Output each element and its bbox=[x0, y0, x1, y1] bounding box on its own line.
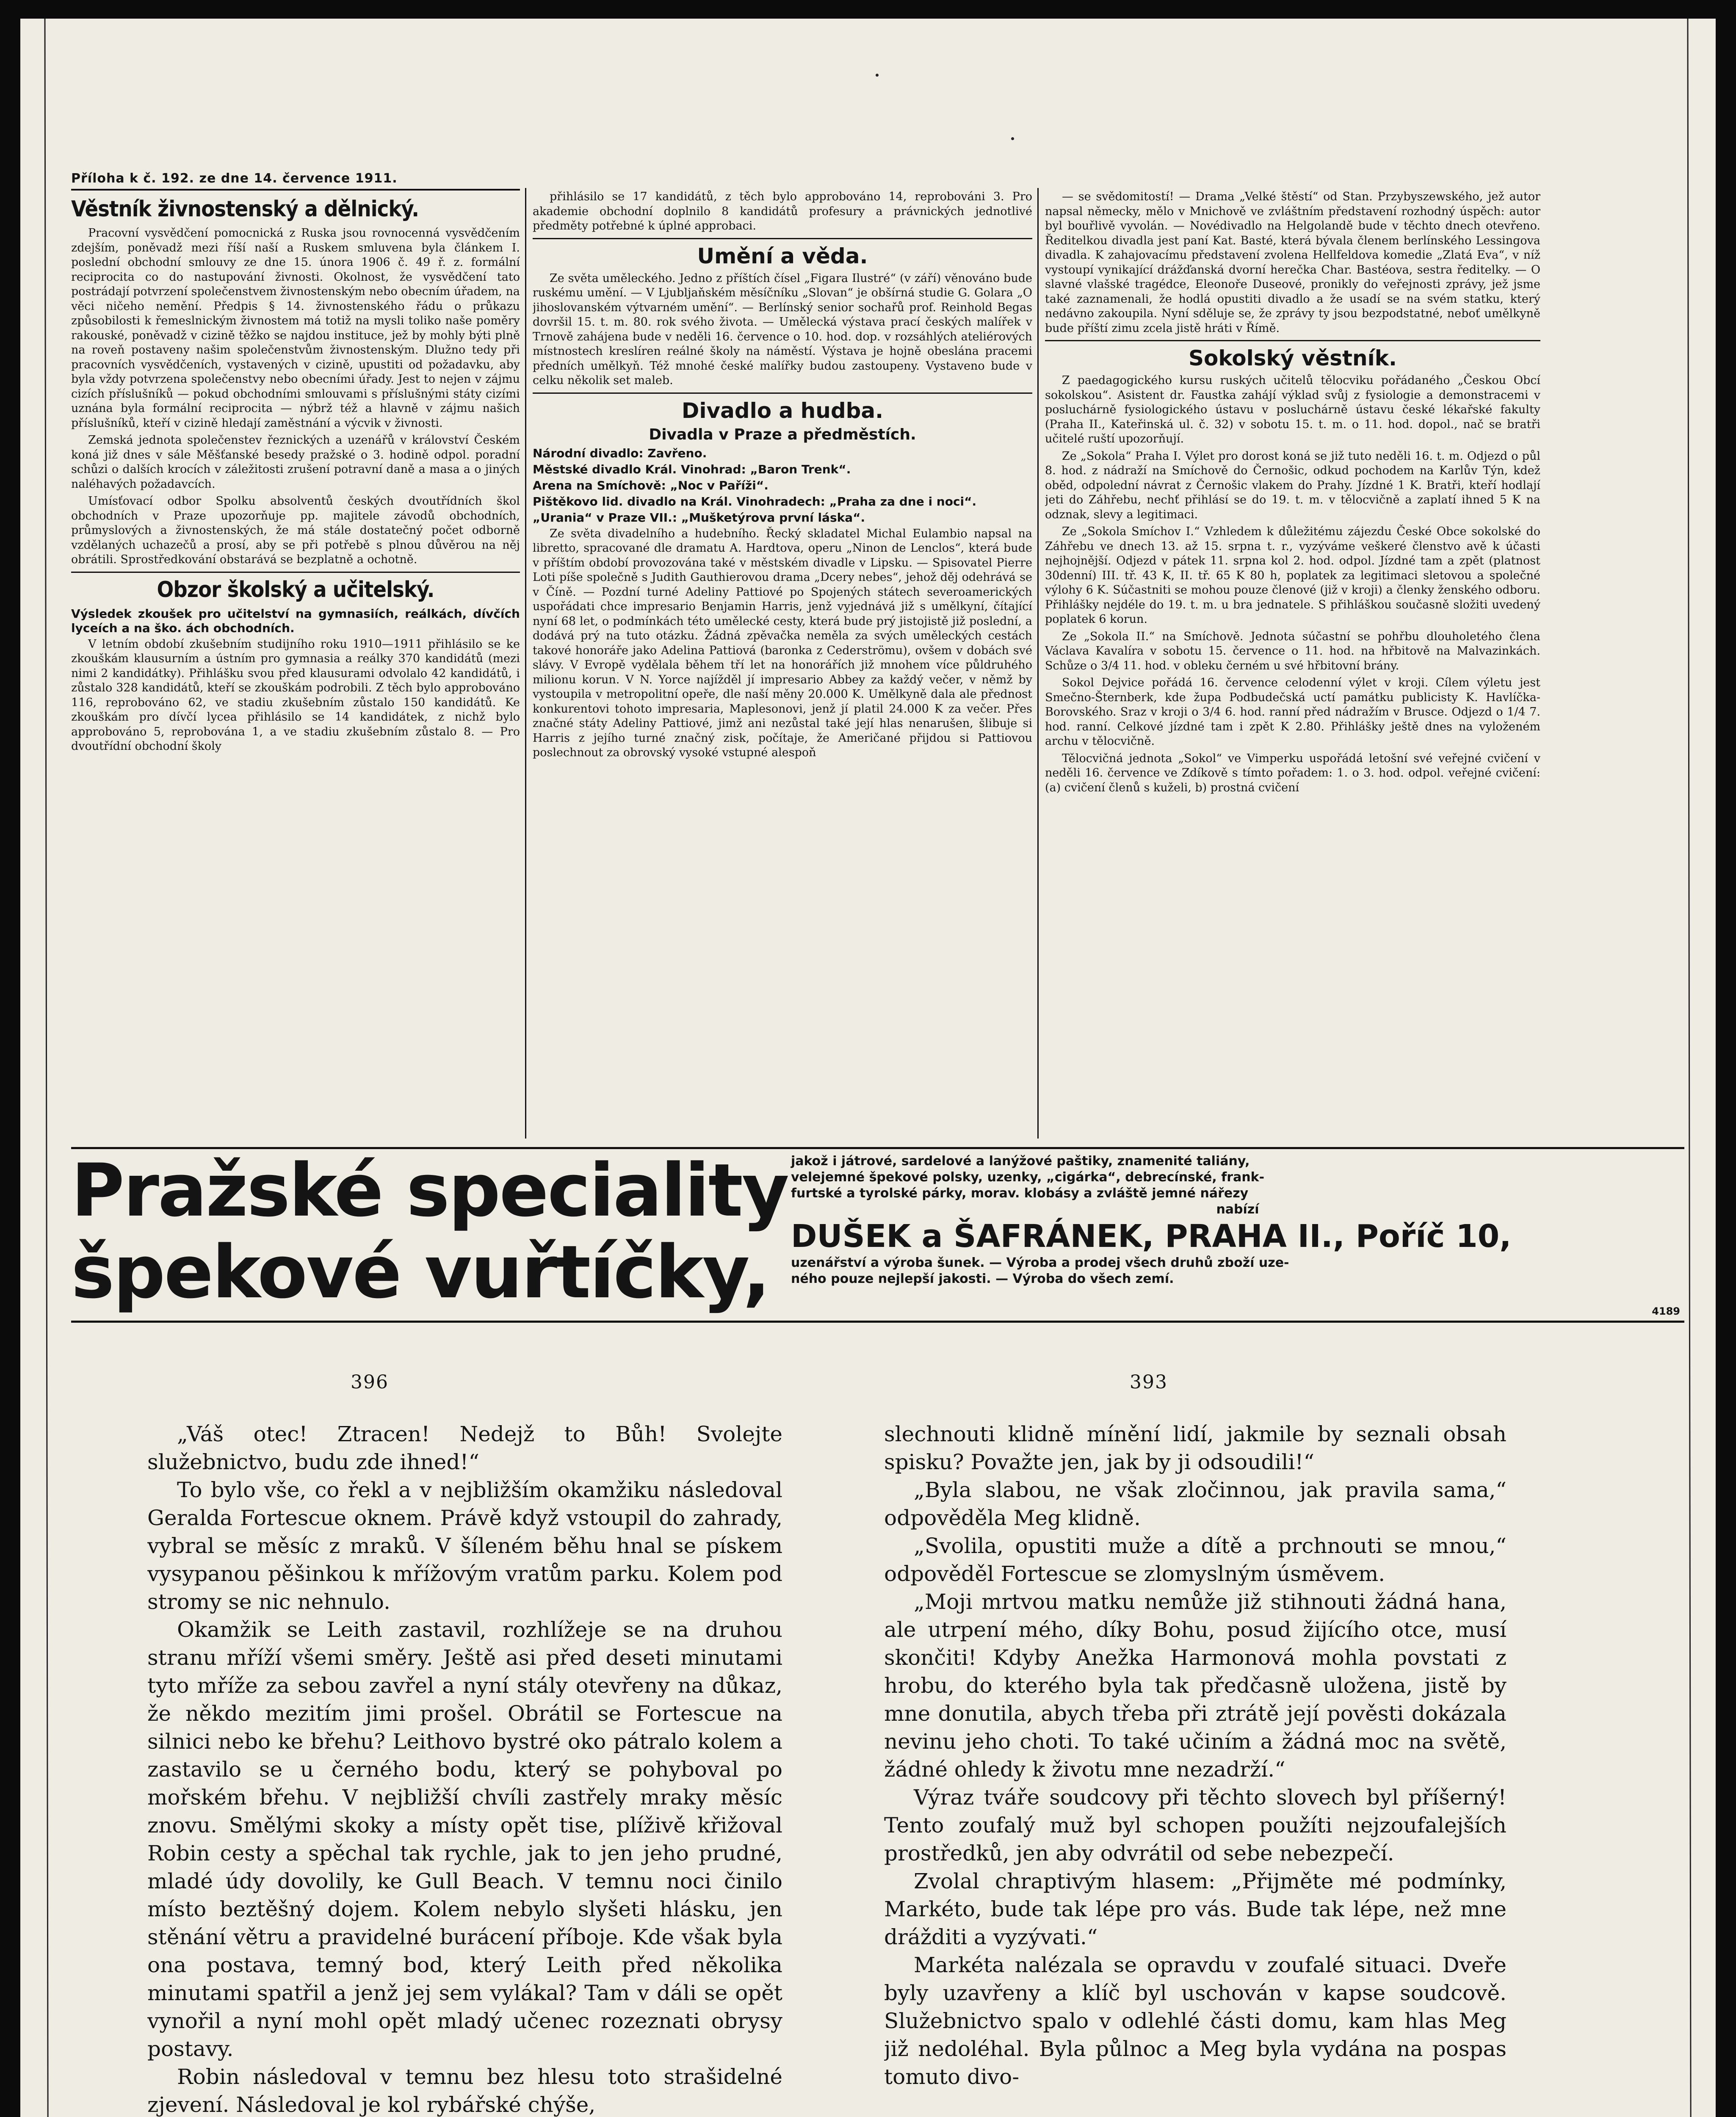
paragraph: Z paedagogického kursu ruských učitelů tělocviku pořádaného „Českou Obcí sokolskou“. Asistent dr. Faustka zahájí výklad svůj z fysiologie a demonstracemi v posluchárně fysiologického ústavu v posluchárně ústavu české lékařské fakulty (Praha II., Kateřinská ul. č. 32) v sobotu 15. t. m. o 11. hod. dopol., nač se bratři učitelé ruští upozorňují. bbox=[1045, 374, 1540, 445]
section-title: Sokolský věstník. bbox=[1189, 346, 1397, 370]
newspaper-column-3 bbox=[1045, 190, 1540, 1136]
ad-text: furtské a tyrolské párky, morav. klobásy a zvláště jemné nářezy bbox=[791, 1186, 1249, 1201]
subheading: Divadla v Praze a předměstích. bbox=[649, 426, 916, 443]
speck bbox=[1011, 137, 1014, 140]
paragraph: „Moji mrtvou matku nemůže již stihnouti žádná hana, ale utrpení mého, díky Bohu, posud žijícího otce, musí skončiti! Kdyby Anežka Harmonová mohla povstati z hrobu, do kterého byla tak předčasně uložena, jistě by mne donutila, abych třeba při ztrátě její pověsti dokázala nevinu jeho choti. To také učiním a žádná moc na světě, žádné ohledy k životu mne nezadrží.“ bbox=[884, 1589, 1507, 1782]
paragraph: Okamžik se Leith zastavil, rozhlížeje se na druhou stranu mříží všemi směry. Ještě asi před deseti minutami tyto mříže za sebou zavřel a nyní stály otevřeny na důkaz, že někdo mezitím jimi prošel. Obrátil se Fortescue na silnici nebo ke břehu? Leithovo bystré oko pátralo kolem a zastavilo se u černého bodu, který se pohyboval po mořském břehu. V nejbližší chvíli zastřely mraky měsíc znovu. Smělými skoky a místy opět tise, plíživě křižoval Robin cesty a spěchal tak rychle, jak to jen jeho prudné, mladé údy dovolily, ke Gull Beach. V temnu noci činilo místo beztěšný dojem. Kolem nebylo slyšeti hlásku, jen stěnání větru a pravidelné burácení příboje. Kde však byla ona postava, temný bod, který Leith před několika minutami spatřil a jenž jej sem vylákal? Tam v dáli se opět vynořil a nyní mohl opět mladý učenec rozeznati obrysy postavy. bbox=[147, 1617, 782, 2061]
ad-text: ného pouze nejlepší jakosti. — Výroba do všech zemí. bbox=[791, 1271, 1174, 1286]
theatre-listing: Arena na Smíchově: „Noc v Paříži“. bbox=[533, 478, 768, 492]
section-divider bbox=[1045, 340, 1540, 341]
newspaper-column-1 bbox=[71, 196, 520, 1143]
paragraph: slechnouti klidně mínění lidí, jakmile by seznali obsah spisku? Považte jen, jak by ji odsoudili!“ bbox=[884, 1422, 1507, 1474]
newspaper-header: Příloha k č. 192. ze dne 14. července 1911. bbox=[71, 171, 398, 186]
paragraph: Sokol Dejvice pořádá 16. července celodenní výlet v kroji. Cílem výletu jest Smečno-Šternberk, kde župa Podbudečská uctí památku publicisty K. Havlíčka-Borovského. Sraz v kroji o 3/4 6. hod. ranní před nádražím v Brusce. Odjezd o 1/4 7. hod. ranní. Celkové jízdné tam i zpět K 2.80. Přihlášky ještě dnes na vyloženém archu v tělocvičně. bbox=[1045, 676, 1540, 748]
paragraph: Ze světa divadelního a hudebního. Řecký skladatel Michal Eulambio napsal na libretto, spracované dle dramatu A. Hardtova, operu „Ninon de Lenclos“, která bude v příštím období provozována také v městském divadle v Lipsku. — Spisovatel Pierre Loti píše společně s Judith Gauthierovou drama „Dcery nebes“, jehož děj odehrává se v Číně. — Pozdní turné Adeliny Pattiové po Spojených státech severoamerických uspořádati chce impresario Benjamin Harris, jenž vyjednává již s umělkyní, čítající nyní 68 let, o podmínkách této umělecké cesty, která bude prý jistojistě již poslední, a dodává prý na tuto otázku. Žádná zpěvačka neměla za svých uměleckých cestách takové honoráře jako Adelina Pattiová (baronka z Cederströmu), ovšem v dobách své slávy. V Evropě vydělala během tří let na honorářích již mnohem více půldruhého milionu korun. V N. Yorce najížděl jí impresario Abbey za každý večer, v němž by vystoupila v metropolitní opeře, dle naší měny 20.000 K. Umělkyně dala ale přednost konkurentovi tohoto impresaria, Maplesonovi, jenž jí platil 24.000 K za večer. Přes značné státy Adeliny Pattiové, jimž ani nezůstal také její hlas nenarušen, šlibuje si Harris z jejího turné značný zisk, počítaje, že Američané přijdou si Pattiovou poslechnout za obrovský vysoké vstupné alespoň bbox=[533, 527, 1032, 759]
ad-company: DUŠEK a ŠAFRÁNEK, PRAHA II., Poříč 10, bbox=[791, 1218, 1512, 1255]
column-rule bbox=[1037, 188, 1039, 1139]
theatre-listing: Městské divadlo Král. Vinohrad: „Baron Trenk“. bbox=[533, 462, 851, 476]
section-divider bbox=[71, 572, 520, 573]
section-divider bbox=[533, 392, 1032, 394]
paragraph: Ze „Sokola Smíchov I.“ Vzhledem k důležitému zájezdu České Obce sokolské do Záhřebu ve dnech 13. až 15. srpna t. r., vyzýváme veškeré členstvo avě k účasti nejhojnější. Odjezd v pátek 11. srpna kol 2. hod. odpol. Jízdné tam a zpět (platnost 30denní) III. tř. 43 K, II. tř. 65 K 80 h, poplatek za legitimaci sletovou a společné výlohy 6 K. Súčastniti se mohou pouze členové (již v kroji) a členky ženského odboru. Přihlášky nejdéle do 19. t. m. u bra jednatele. S přihláškou současně složiti uvedený poplatek 6 korun. bbox=[1045, 525, 1540, 626]
paragraph: V letním období zkušebním studijního roku 1910—1911 přihlásilo se ke zkouškám klausurním a ústním pro gymnasia a reálky 370 kandidátů (mezi nimi 2 kandidátky). Přihlášku svou před klausurami odvolalo 42 kandidátů, i zůstalo 328 kandidátů, kteří se zkouškám podrobili. Z těch bylo approbováno 116, reprobováno 62, ve stadiu zkušebním zůstalo 150 kandidátů. Ke zkouškám pro dívčí lycea přihlásilo se 14 kandidátek, z nichž bylo approbováno 5, reprobována 1, a ve stadiu zkušebním zůstalo 8. — Pro dvoutřídní obchodní školy bbox=[71, 637, 520, 753]
paragraph: Pracovní vysvědčení pomocnická z Ruska jsou rovnocenná vysvědčením zdejším, poněvadž mezi říší naší a Ruskem smluvena byla článkem I. poslední obchodní smlouvy ze dne 15. února 1906 č. 49 ř. z. formální reciprocita co do nastupování živnosti. Okolnost, že vysvědčení tato postrádají potvrzení společenstvem živnostenským nebo obecním úřadem, na věci ničeho nemění. Předpis § 14. živnostenského řádu o průkazu způsobilosti k řemeslnickým živnostem má totiž na mysli toliko naše poměry rakouské, poněvadž v cizině těžko se najdou instituce, jež by mohly býti plně na roveň postaveny našim společenstvům živnostenským. Dlužno tedy při pracovních vysvědčeních, vystavených v cizině, upustiti od požadavku, aby byla vždy potvrzena společenstvy nebo obecními úřady. Jest to nejen v zájmu cizích příslušníků — pokud obchodními smlouvami s příslušnými státy cizími uznána byla formální reciprocita — nýbrž též a hlavně v zájmu našich příslušníků, kteří v cizině hledají zaměstnání a výcvik v živnosti. bbox=[71, 227, 520, 430]
paragraph: „Svolila, opustiti muže a dítě a prchnouti se mnou,“ odpověděl Fortescue se zlomyslným úsměvem. bbox=[884, 1534, 1507, 1586]
ad-headline: špekové vuřtíčky, bbox=[71, 1230, 769, 1315]
paragraph: — se svědomitostí! — Drama „Velké štěstí“ od Stan. Przybyszewského, jež autor napsal německy, mělo v Mnichově ve zvláštním představení rozhodný úspěch: autor byl bouřlivě vyvolán. — Novédivadlo na Helgolandě bude v těchto dnech otevřeno. Ředitelkou divadla jest paní Kat. Basté, která bývala členem berlínského Lessingova divadla. K zahajovacímu představení zvolena Hellfeldova komedie „Zlatá Eva“, v níž vystoupí vynikající drážďanská dvorní herečka Char. Bastéova, sestra ředitelky. — O slavné vlašské tragédce, Eleonoře Duseové, pronikly do veřejnosti zprávy, jež jsme také zaznamenali, že hodlá opustiti divadlo a že usadí se na svém statku, který nedávno zakoupila. Nyní sděluje se, že zprávy ty jsou bezpodstatné, neboť umělkyně bude příští zimu zcela jistě hráti v Římě. bbox=[1045, 190, 1540, 335]
ad-text: uzenářství a výroba šunek. — Výroba a prodej všech druhů zboží uze- bbox=[791, 1255, 1289, 1270]
paragraph: přihlásilo se 17 kandidátů, z těch bylo approbováno 14, reprobováni 3. Pro akademie obchodní doplnilo 8 kandidátů profesury a právnických jednotlivé předměty potřebné k úplné approbaci. bbox=[533, 190, 1032, 232]
book-page-left bbox=[147, 1420, 782, 2117]
paragraph: Ze světa uměleckého. Jedno z příštích čísel „Figara Ilustré“ (v září) věnováno bude ruskému umění. — V Ljubljaňském měsíčníku „Slovan“ je obšírná studie G. Golara „O jihoslovanském výtvarném umění“. — Berlínský senior sochařů prof. Reinhold Begas dovršil 15. t. m. 80. rok svého života. — Umělecká výstava prací českých malířek v Trnově zahájena bude v neděli 16. července o 10. hod. dop. v rozsáhlých ateliérových místnostech kreslíren reálné školy na náměstí. Výstava je hojně obeslána pracemi předních umělkyň. Též mnohé české malířky budou zastoupeny. Vystaveno bude v celku několik set maleb. bbox=[533, 271, 1032, 387]
paragraph: Zemská jednota společenstev řeznických a uzenářů v království Českém koná již dnes v sále Měšťanské besedy pražské o 3. hodině odpol. poradní schůzi o dalších krocích v záležitosti zrušení potravní daně a masa a o jiných naléhavých požadavcích. bbox=[71, 434, 520, 491]
paragraph: To bylo vše, co řekl a v nejbližším okamžiku následoval Geralda Fortescue oknem. Právě když vstoupil do zahrady, vybral se měsíc z mraků. V šíleném běhu hnal se pískem vysypanou pěšinkou k mřížovým vratům parku. Kolem pod stromy se nic nehnulo. bbox=[147, 1478, 782, 1614]
paragraph: Ze „Sokola“ Praha I. Výlet pro dorost koná se již tuto neděli 16. t. m. Odjezd o půl 8. hod. z nádraží na Smíchově do Černošic, odkud pochodem na Karlův Týn, kdež oběd, odpolední návrat z Černošic vlakem do Prahy. Jízdné 1 K. Bratři, kteří hodlají jeti do Záhřebu, nechť přihlásí se do 19. t. m. v tělocvičně a zaplatí ihned 5 K na odznak, slevy a legitimaci. bbox=[1045, 449, 1540, 521]
ad-details bbox=[791, 1153, 1684, 1287]
ad-text: nabízí bbox=[1216, 1202, 1259, 1217]
paragraph: Výraz tváře soudcovy při těchto slovech byl příšerný! Tento zoufalý muž byl schopen použíti nejzoufalejších prostředků, jen aby odvrátil od sebe nebezpečí. bbox=[884, 1785, 1507, 1866]
paragraph: Zvolal chraptivým hlasem: „Přijměte mé podmínky, Markéto, bude tak lépe pro vás. Bude tak lépe, než mne drážditi a vyzývati.“ bbox=[884, 1869, 1507, 1949]
section-divider bbox=[533, 238, 1032, 239]
page-number: 393 bbox=[1130, 1371, 1168, 1393]
paragraph: Markéta nalézala se opravdu v zoufalé situaci. Dveře byly uzavřeny a klíč byl uschován v kapse soudcově. Služebnictvo spalo v odlehlé části domu, kam hlas Meg již nedoléhal. Byla půlnoc a Meg byla vydána na pospas tomuto divo- bbox=[884, 1953, 1507, 2089]
ad-text: velejemné špekové polsky, uzenky, „cigárka“, debrecínské, frank- bbox=[791, 1170, 1265, 1185]
paragraph: Tělocvičná jednota „Sokol“ ve Vimperku uspořádá letošní své veřejné cvičení v neděli 16. července ve Zdíkově s tímto pořadem: 1. o 3. hod. odpol. veřejné cvičení: (a) cvičení členů s kuželi, b) prostná cvičení bbox=[1045, 752, 1540, 794]
ad-text: jakož i játrové, sardelové a lanýžové paštiky, znamenité taliány, bbox=[791, 1154, 1250, 1169]
ad-number: 4189 bbox=[1652, 1305, 1680, 1317]
subheading: Výsledek zkoušek pro učitelství na gymnasiích, reálkách, dívčích lyceích a na ško. ách obchodních. bbox=[71, 606, 520, 635]
paragraph: Umísťovací odbor Spolku absolventů českých dvoutřídních škol obchodních v Praze upozorňuje pp. majitele závodů obchodních, průmyslových a živnostenských, že má stále dostatečný počet odborně vzdělaných uchazečů a prosí, aby se při potřebě s plnou důvěrou na něj obrátili. Sprostředkování obstarává se bezplatně a ochotně. bbox=[71, 495, 520, 566]
paragraph: „Byla slabou, ne však zločinnou, jak pravila sama,“ odpověděla Meg klidně. bbox=[884, 1478, 1507, 1530]
section-title: Obzor školský a učitelský. bbox=[157, 577, 434, 602]
newspaper-column-2 bbox=[533, 190, 1032, 1136]
paragraph: Ze „Sokola II.“ na Smíchově. Jednota súčastní se pohřbu dlouholetého člena Václava Kavalíra v sobotu 15. července o 11. hod. na hřbitově na Malvazinkách. Schůze o 3/4 11. hod. v obleku černém u své hřbitovní brány. bbox=[1045, 630, 1540, 672]
header-rule bbox=[71, 189, 520, 191]
speck bbox=[876, 74, 879, 77]
section-title: Divadlo a hudba. bbox=[681, 398, 884, 423]
paragraph: Robin následoval v temnu bez hlesu toto strašidelné zjevení. Následoval je kol rybářské chýše, bbox=[147, 2064, 782, 2117]
column-rule bbox=[525, 188, 526, 1139]
section-title: Umění a věda. bbox=[697, 243, 868, 268]
advertisement bbox=[71, 1147, 1684, 1323]
scanned-sheet bbox=[20, 19, 1716, 2117]
theatre-listing: „Urania“ v Praze VII.: „Mušketýrova první láska“. bbox=[533, 510, 865, 525]
theatre-listing: Národní divadlo: Zavřeno. bbox=[533, 446, 707, 460]
paragraph: „Váš otec! Ztracen! Nedejž to Bůh! Svolejte služebnictvo, budu zde ihned!“ bbox=[147, 1422, 782, 1474]
theatre-listing: Pištěkovo lid. divadlo na Král. Vinohradech: „Praha za dne i noci“. bbox=[533, 494, 977, 509]
page-number: 396 bbox=[351, 1371, 389, 1393]
section-title: Věstník živnostenský a dělnický. bbox=[71, 196, 419, 222]
book-page-right bbox=[884, 1420, 1507, 2117]
ad-headline: Pražské speciality bbox=[71, 1148, 788, 1233]
